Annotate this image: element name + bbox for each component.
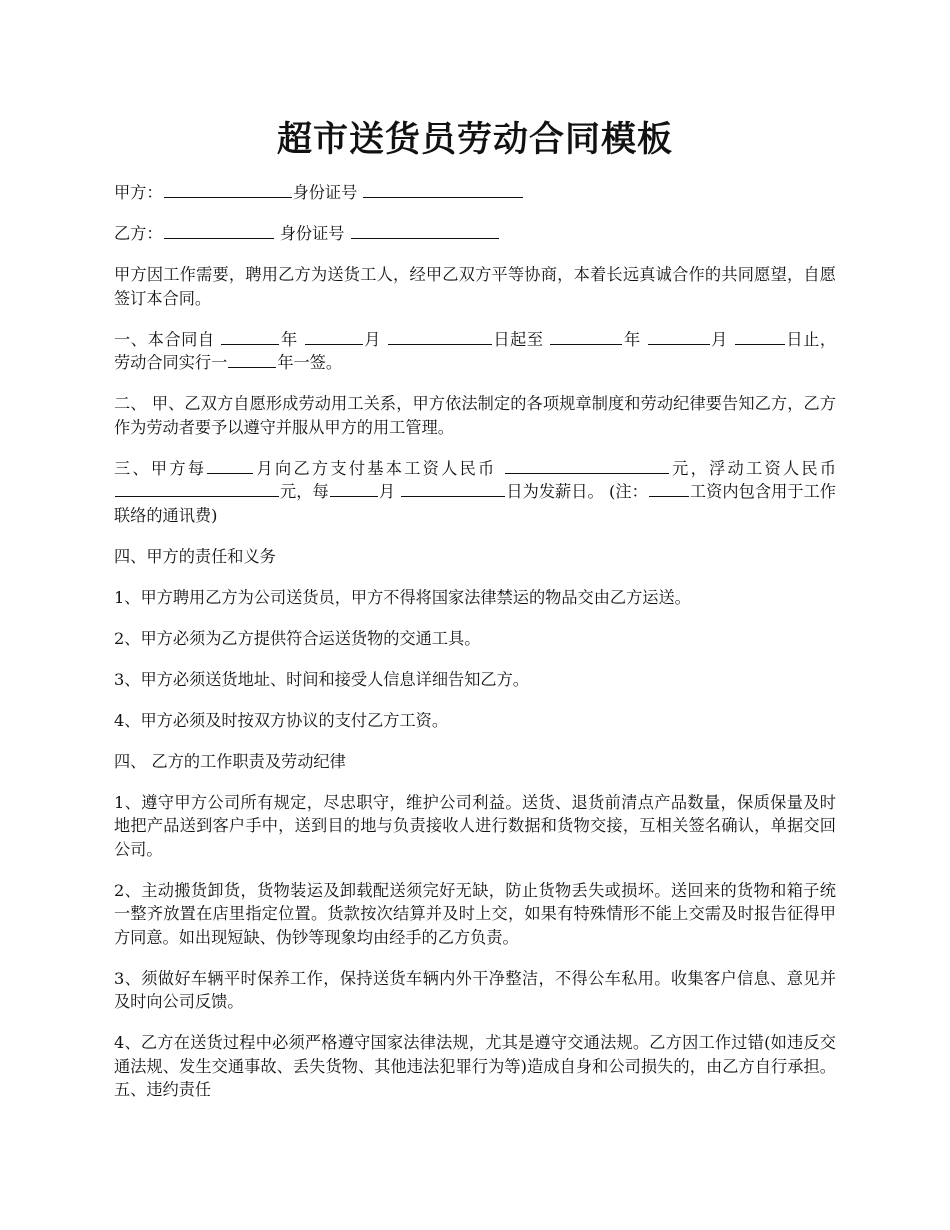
section-5-item: 3、须做好车辆平时保养工作，保持送货车辆内外干净整洁，不得公车私用。收集客户信息、意见并及时向公司反馈。 xyxy=(114,968,836,1011)
blank xyxy=(221,329,279,345)
clause-1-text: 月 xyxy=(363,329,381,349)
clause-3-text: 工资内包含用于工作联络的通讯费) xyxy=(114,482,836,525)
party-a-id-label: 身份证号 xyxy=(292,183,358,202)
section-4-heading: 四、甲方的责任和义务 xyxy=(114,546,276,566)
blank xyxy=(207,458,253,474)
blank xyxy=(305,329,363,345)
clause-3-text: 月 xyxy=(378,482,396,501)
section-5-item: 1、遵守甲方公司所有规定，尽忠职守，维护公司利益。送货、退货前清点产品数量，保质保量及时地把产品送到客户手中，送到目的地与负责接收人进行数据和货物交接，互相关签名确认，单据交回公司。 xyxy=(114,792,836,859)
blank xyxy=(330,481,378,497)
party-b-id-blank xyxy=(351,223,499,239)
section-5-item: 2、主动搬货卸货，货物装运及卸载配送须完好无缺，防止货物丢失或损坏。送回来的货物和箱子统一整齐放置在店里指定位置。货款按次结算并及时上交，如果有特殊情形不能上交需及时报告征得甲方同意。如出现短缺、伪钞等现象均由经手的乙方负责。 xyxy=(114,880,836,947)
party-b-name-blank xyxy=(164,223,274,239)
intro-paragraph: 甲方因工作需要，聘用乙方为送货工人，经甲乙双方平等协商，本着长远真诚合作的共同愿望，自愿签订本合同。 xyxy=(114,265,836,308)
document-title: 超市送货员劳动合同模板 xyxy=(276,119,673,160)
blank xyxy=(735,329,785,345)
clause-3-text: 月向乙方支付基本工资人民币 xyxy=(254,458,497,478)
clause-3-text: 元，浮动工资人民币 xyxy=(669,458,837,478)
clause-1-text: 日起至 xyxy=(492,329,544,349)
clause-3-text: 元，每 xyxy=(280,482,329,501)
party-b-label: 乙方： xyxy=(114,224,163,243)
blank xyxy=(388,329,492,345)
clause-1 xyxy=(114,328,836,375)
clause-2: 二、 甲、乙双方自愿形成劳动用工关系，甲方依法制定的各项规章制度和劳动纪律要告知乙方，乙方作为劳动者要予以遵守并服从甲方的用工管理。 xyxy=(114,394,836,437)
blank xyxy=(115,481,279,497)
clause-1-text: 年一签。 xyxy=(277,353,343,372)
party-b-line xyxy=(114,222,836,246)
clause-1-text: 一、本合同自 xyxy=(114,329,215,349)
section-4-item: 2、甲方必须为乙方提供符合运送货物的交通工具。 xyxy=(114,628,481,648)
blank xyxy=(401,481,505,497)
party-a-label: 甲方： xyxy=(114,183,163,202)
clause-3-text: 日为发薪日。 (注： xyxy=(506,482,648,501)
document-body xyxy=(114,181,836,1119)
clause-1-text: 年 xyxy=(623,329,641,349)
section-5-item: 4、乙方在送货过程中必须严格遵守国家法律法规，尤其是遵守交通法规。乙方因工作过错(如违反交通法规、发生交通事故、丢失货物、其他违法犯罪行为等)造成自身和公司损失的，由乙方自行承担。五、违约责任 xyxy=(114,1033,836,1099)
party-b-id-label: 身份证号 xyxy=(279,224,345,243)
clause-3 xyxy=(114,457,836,528)
party-a-name-blank xyxy=(164,182,292,198)
section-4-item: 1、甲方聘用乙方为公司送货员，甲方不得将国家法律禁运的物品交由乙方运送。 xyxy=(114,587,691,607)
party-a-id-blank xyxy=(363,182,523,198)
blank xyxy=(649,481,689,497)
blank xyxy=(648,329,710,345)
section-4-item: 3、甲方必须送货地址、时间和接受人信息详细告知乙方。 xyxy=(114,669,529,689)
party-a-line xyxy=(114,181,836,205)
blank xyxy=(228,352,276,368)
clause-1-text: 月 xyxy=(710,329,728,349)
clause-1-text: 日止， 劳动合同实行一 xyxy=(114,329,837,372)
clause-3-text: 三、甲方每 xyxy=(114,458,207,478)
section-5-heading: 四、 乙方的工作职责及劳动纪律 xyxy=(114,751,346,771)
blank xyxy=(550,329,622,345)
section-4-item: 4、甲方必须及时按双方协议的支付乙方工资。 xyxy=(114,710,449,730)
clause-1-text: 年 xyxy=(280,329,298,349)
blank xyxy=(505,458,669,474)
